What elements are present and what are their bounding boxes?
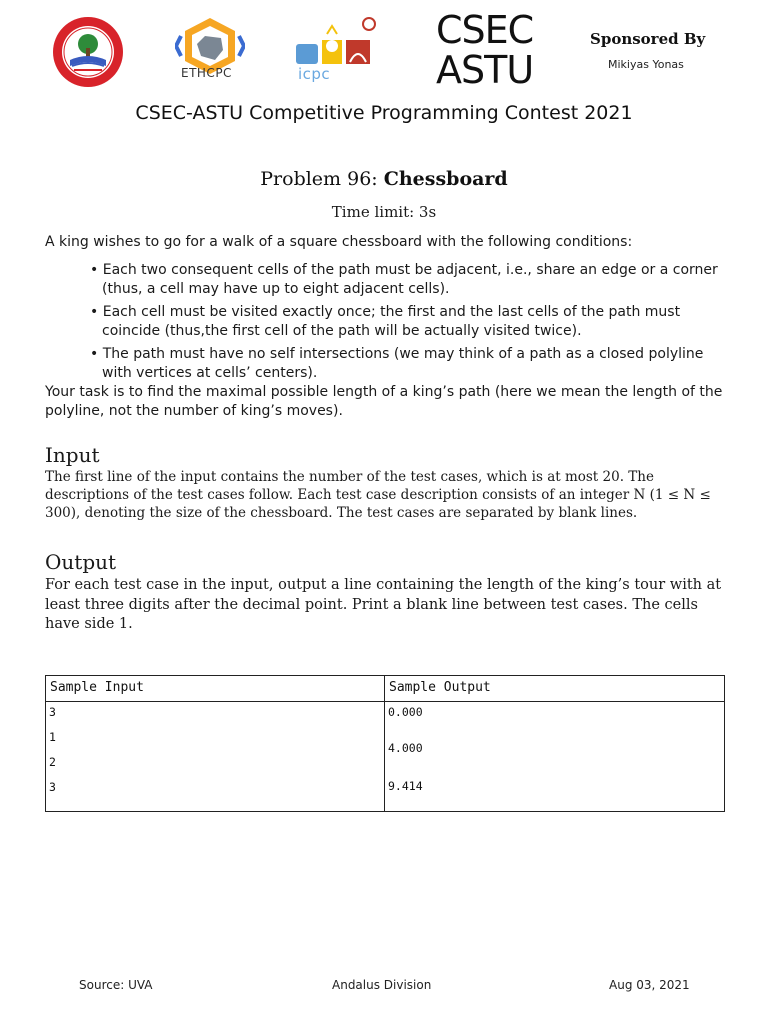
input-heading: Input <box>45 443 100 467</box>
sample-input-header: Sample Input <box>50 680 144 695</box>
sponsored-by-label: Sponsored By <box>590 30 706 48</box>
icpc-logo-text: icpc <box>298 65 331 83</box>
sample-output-line: 4.000 <box>388 741 423 755</box>
footer-division: Andalus Division <box>332 978 432 992</box>
problem-name: Chessboard <box>383 168 508 190</box>
sample-table <box>45 675 725 812</box>
sponsor-name: Mikiyas Yonas <box>608 58 684 71</box>
output-heading: Output <box>45 550 117 574</box>
input-description: The first line of the input contains the number of the test cases, which is at most 20. The descriptions of the test cases follow. Each test case description consists of an integer N (1 ≤ N ≤ 300), denoting the size of the chessboard. The test cases are separated by blank lines. <box>45 469 711 521</box>
condition-item: • Each cell must be visited exactly once; the first and the last cells of the path must coincide (thus,the first cell of the path will be actually visited twice). <box>90 303 730 341</box>
problem-title <box>0 168 768 190</box>
condition-item: • Each two consequent cells of the path must be adjacent, i.e., share an edge or a corner (thus, a cell may have up to eight adjacent cells). <box>90 261 730 299</box>
time-limit: Time limit: 3s <box>331 203 437 221</box>
problem-prefix: Problem 96: <box>260 168 384 190</box>
task-description: Your task is to find the maximal possible length of a king’s path (here we mean the length of the polyline, not the number of king’s moves). <box>45 384 723 419</box>
astu-logo <box>52 16 124 88</box>
csec-logo-line2: ASTU <box>436 48 534 92</box>
sample-input-line: 3 <box>49 705 56 719</box>
table-header-divider <box>46 701 724 702</box>
output-description: For each test case in the input, output a line containing the length of the king’s tour with at least three digits after the decimal point. Print a blank line between test cases. The cells have side 1. <box>45 577 722 632</box>
condition-item: • The path must have no self intersections (we may think of a path as a closed polyline with vertices at cells’ centers). <box>90 345 730 383</box>
conditions-list <box>90 261 730 387</box>
sample-input-line: 2 <box>49 755 56 769</box>
footer-source: Source: UVA <box>79 978 153 992</box>
csec-astu-logo <box>436 10 533 90</box>
sample-input-line: 1 <box>49 730 56 744</box>
csec-logo-line1: CSEC <box>436 8 534 52</box>
sample-input-line: 3 <box>49 780 56 794</box>
footer-date: Aug 03, 2021 <box>609 978 690 992</box>
table-column-divider <box>384 676 385 811</box>
sample-output-line: 0.000 <box>388 705 423 719</box>
problem-intro: A king wishes to go for a walk of a square chessboard with the following conditions: <box>45 234 633 250</box>
sample-output-line: 9.414 <box>388 779 423 793</box>
ethcpc-logo-text: ETHCPC <box>181 66 232 80</box>
sample-output-header: Sample Output <box>389 680 491 695</box>
contest-title: CSEC-ASTU Competitive Programming Contest 2021 <box>135 102 633 124</box>
